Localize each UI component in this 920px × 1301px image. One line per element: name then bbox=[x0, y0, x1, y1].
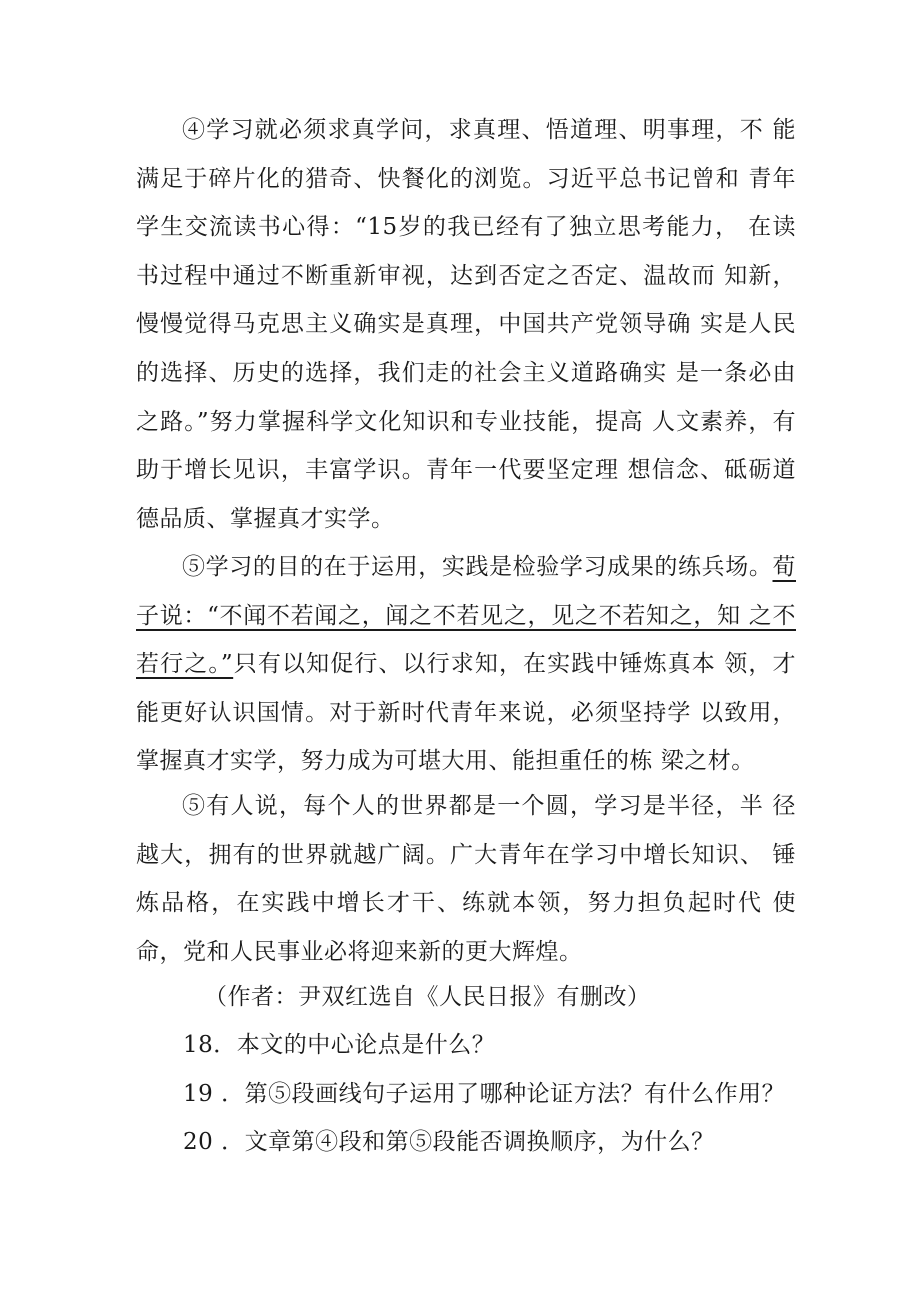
article-paragraph-6: ⑤有人说，每个人的世界都是一个圆，学习是半径，半 径越大，拥有的世界就越广阔。广大青年在学习中增长知识、 锤炼品格，在实践中增长才干、练就本领，努力担负起时代 使命，党和人民事业必将迎来新的更大辉煌。 bbox=[136, 793, 796, 965]
question-18: 18．本文的中心论点是什么？ bbox=[183, 1032, 496, 1058]
article-paragraph-5 bbox=[136, 543, 796, 786]
paragraph-5-intro: ⑤学习的目的在于运用，实践是检验学习成果的练兵场。 bbox=[182, 554, 773, 580]
article-source: （作者：尹双红选自《人民日报》有删改） bbox=[204, 984, 651, 1010]
article-paragraph-4: ④学习就必须求真学问，求真理、悟道理、明事理，不 能满足于碎片化的猎奇、快餐化的浏览。习近平总书记曾和 青年学生交流读书心得：“15岁的我已经有了独立思考能力， 在读书过程中通过不断重新审视，达到否定之否定、温故而 知新，慢慢觉得马克思主义确实是真理，中国共产党领导确 实是人民的选择、历史的选择，我们走的社会主义道路确实 是一条必由之路。”努力掌握科学文化知识和专业技能，提高 人文素养，有助于增长见识，丰富学识。青年一代要坚定理 想信念、砥砺道德品质、掌握真才实学。 bbox=[136, 117, 796, 532]
underlined-quotation: 荀子说：“不闻不若闻之，闻之不若见之，见之不若知之，知 之不若行之。” bbox=[136, 554, 796, 678]
question-20: 20 ．文章第④段和第⑤段能否调换顺序，为什么？ bbox=[183, 1129, 715, 1155]
paragraph-5-conclusion: 只有以知促行、以行求知，在实践中锤炼真本 领，才能更好认识国情。对于新时代青年来说，必须坚持学 以致用，掌握真才实学，努力成为可堪大用、能担重任的栋 梁之材。 bbox=[136, 651, 797, 775]
question-19: 19 ．第⑤段画线句子运用了哪种论证方法？有什么作用？ bbox=[183, 1081, 786, 1107]
